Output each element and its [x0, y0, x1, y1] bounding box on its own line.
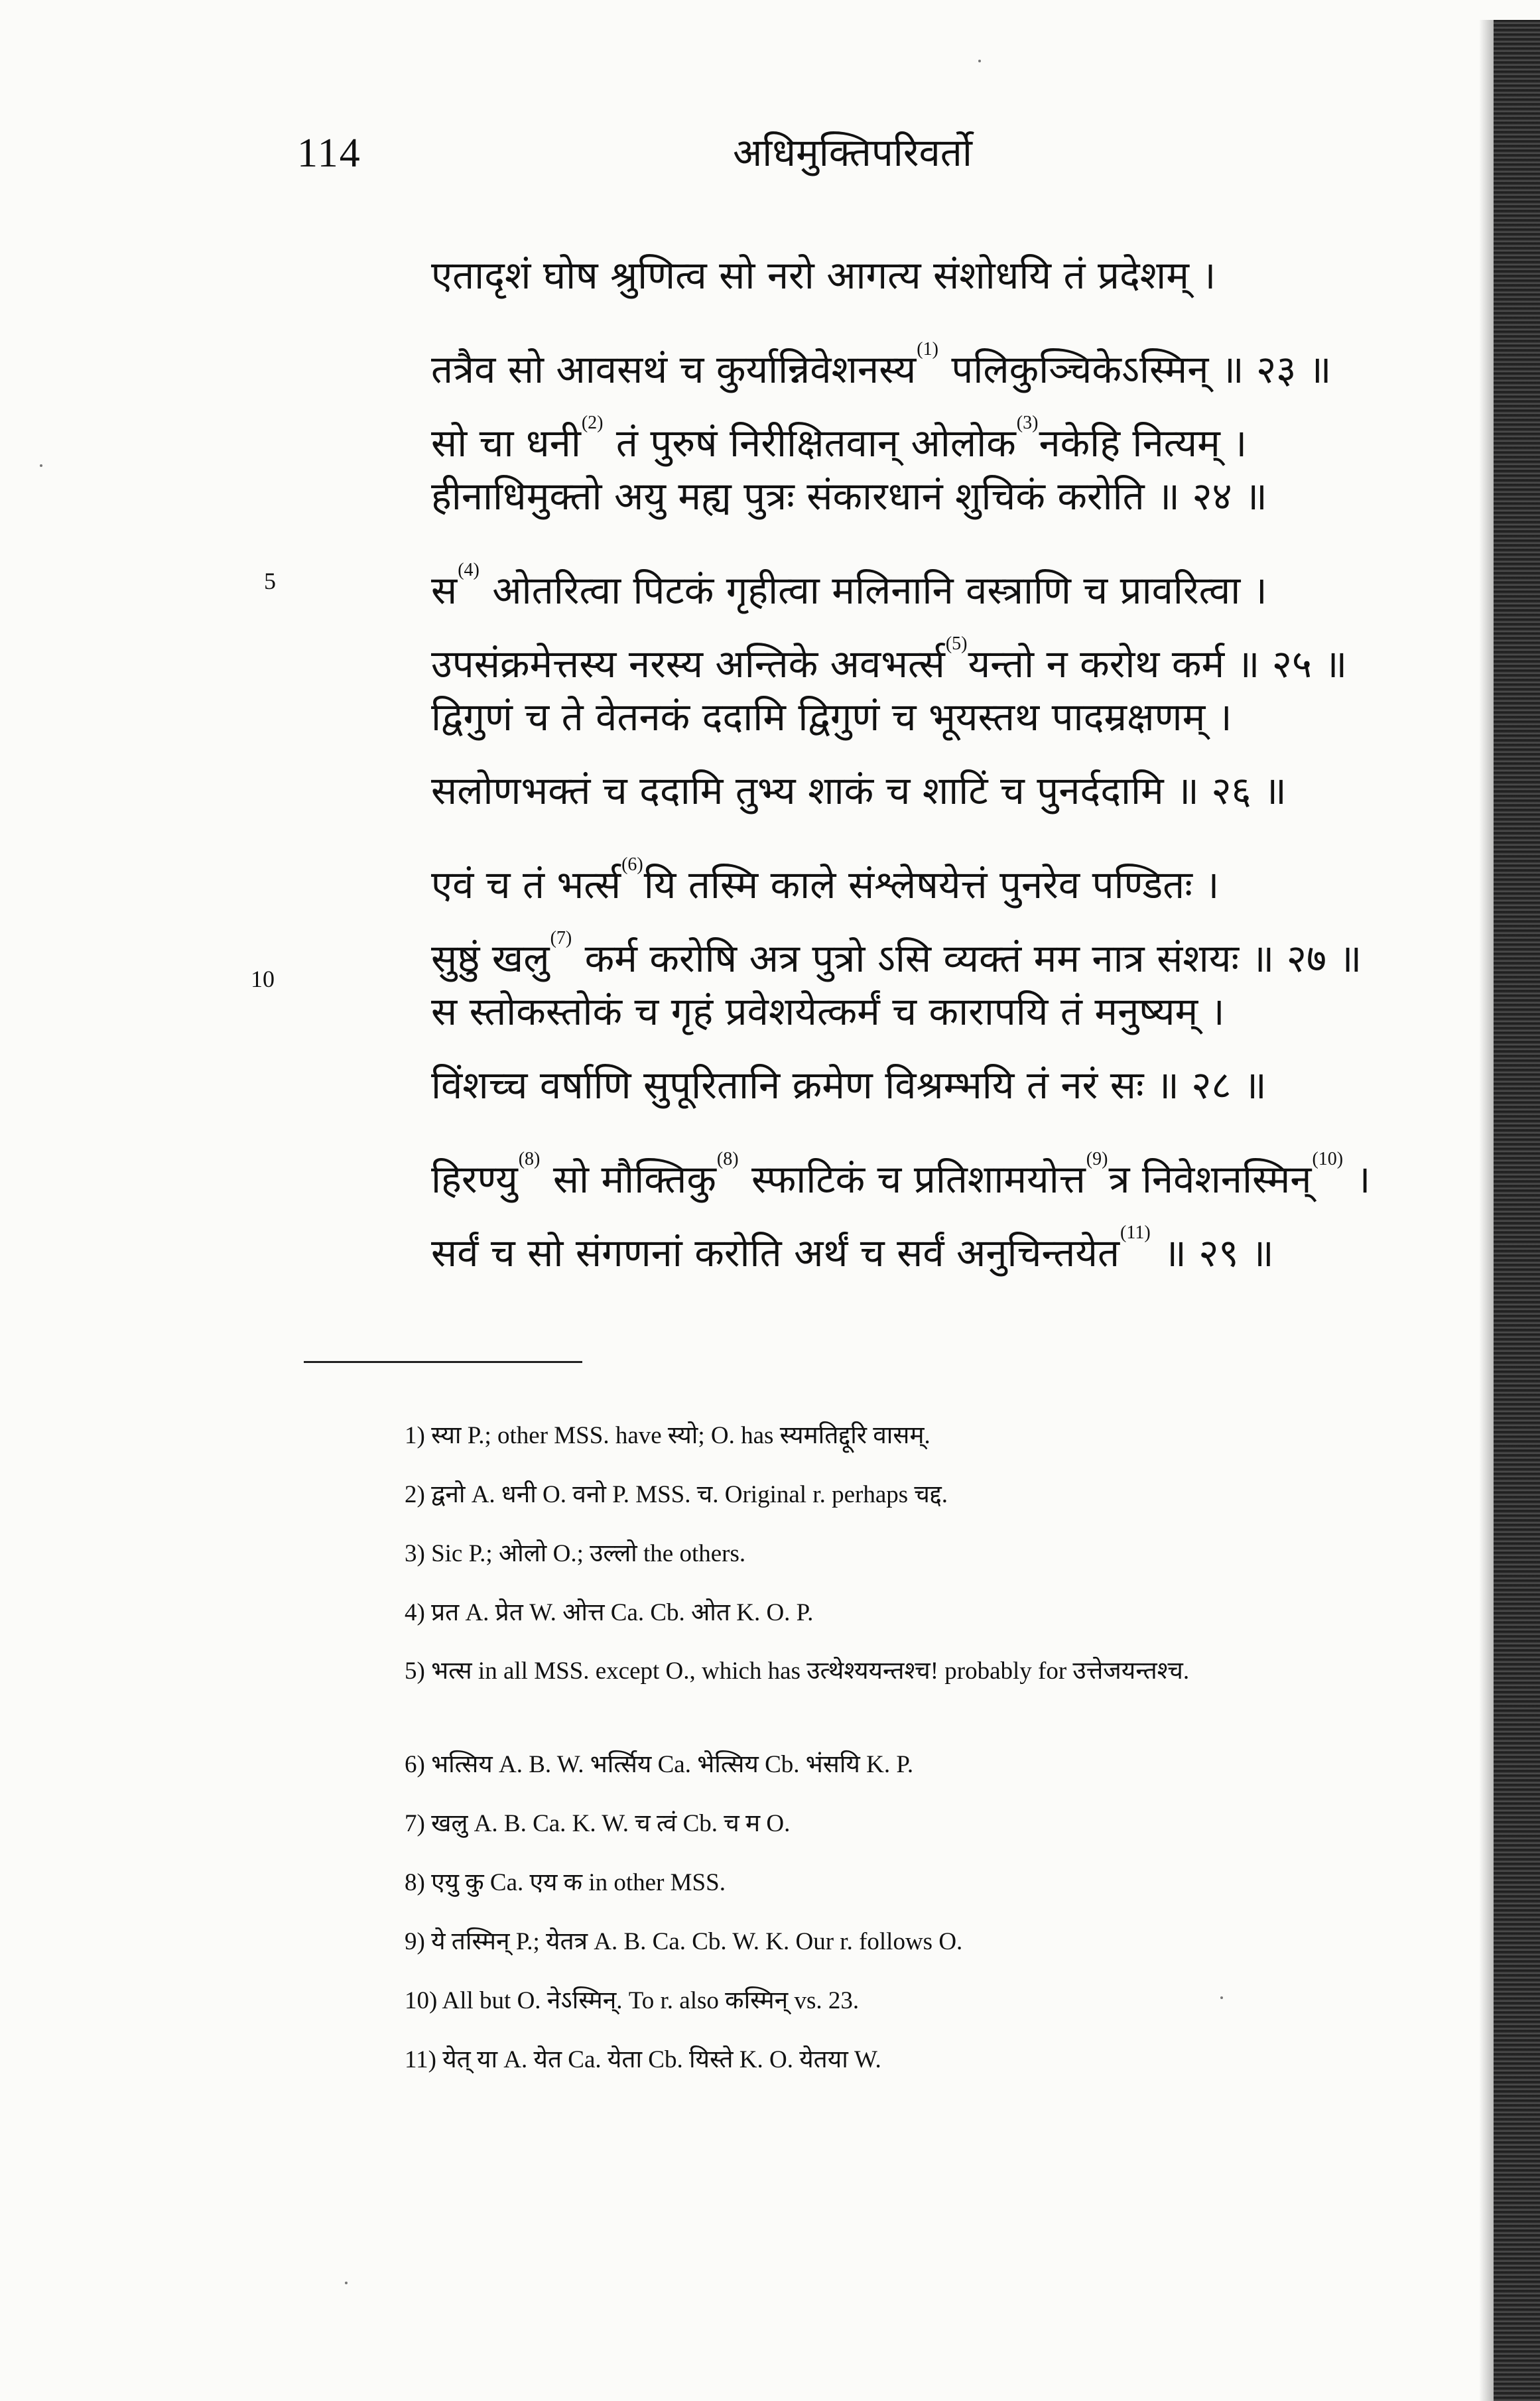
- verse-text: यन्तो न करोथ कर्म ॥ २५ ॥: [968, 641, 1348, 686]
- verse-text: उपसंक्रमेत्तस्य नरस्य अन्तिके अवभर्त्स: [431, 641, 945, 686]
- footnote: 1) स्या P.; other MSS. have स्यो; O. has स्यमतिद्दूरि वासम्.: [405, 1422, 930, 1449]
- footnote-marker: (4): [458, 560, 480, 580]
- margin-line-number: 5: [264, 568, 276, 594]
- verse-line: [431, 312, 1360, 392]
- verse-text: विंशच्च वर्षाणि सुपूरितानि क्रमेण विश्रम्भयि तं नरं सः ॥ २८ ॥: [431, 1063, 1267, 1108]
- paper-speck: [345, 2282, 348, 2284]
- verse-text: सलोणभक्तं च ददामि तुभ्य शाकं च शाटिं च पुनर्ददामि ॥ २६ ॥: [431, 768, 1287, 813]
- verse-text: ओतरित्वा पिटकं गृहीत्वा मलिनानि वस्त्राणि च प्रावरित्वा ।: [480, 568, 1267, 613]
- footnote-marker: (6): [621, 854, 643, 875]
- footnote-marker: (5): [945, 633, 968, 654]
- footnote: 6) भत्सिय A. B. W. भर्त्सिय Ca. भेत्सिय Cb. भंसयि K. P.: [405, 1751, 914, 1778]
- footnote-marker: (11): [1120, 1222, 1151, 1243]
- margin-line-number: 10: [251, 966, 275, 992]
- verse-text: तं पुरुषं निरीक्षितवान् ओलोक: [604, 421, 1016, 466]
- footnote: 4) प्रत A. प्रेत W. ओत्त Ca. Cb. ओत K. O. P.: [405, 1599, 814, 1626]
- verse-text: सो मौक्तिकु: [541, 1157, 716, 1202]
- verse-line: [431, 386, 1360, 466]
- footnote-marker: (1): [917, 339, 938, 359]
- verse-text: सर्वं च सो संगणनां करोति अर्थं च सर्वं अनुचिन्तयेत: [431, 1230, 1120, 1275]
- verse-text-block: [431, 239, 1371, 1275]
- verse-text: द्विगुणं च ते वेतनकं ददामि द्विगुणं च भूयस्तथ पादम्रक्षणम् ।: [431, 694, 1232, 740]
- verse-line: [431, 533, 1360, 613]
- verse-text: यि तस्मि काले संश्लेषयेत्तं पुनरेव पण्डितः ।: [643, 862, 1220, 907]
- footnote: 5) भत्स in all MSS. except O., which has उत्थेश्ययन्तश्च! probably for उत्तेजयन्तश्च.: [405, 1657, 1190, 1685]
- verse-text: पलिकुञ्चिकेऽस्मिन् ॥ २३ ॥: [938, 347, 1332, 392]
- footnote-marker: (7): [550, 928, 572, 948]
- paper-speck: [40, 464, 42, 467]
- verse-line: [431, 828, 1360, 907]
- verse-line: [431, 681, 1360, 754]
- footnotes-block: [298, 1406, 1439, 2089]
- footnote: 11) येत् या A. येत Ca. येता Cb. यिस्ते K. O. येतया W.: [405, 2046, 881, 2073]
- verse-text: त्र निवेशनस्मिन्: [1108, 1157, 1312, 1202]
- verse-text: ।: [1344, 1157, 1371, 1202]
- footnote-marker: (3): [1016, 413, 1039, 433]
- verse-text: तत्रैव सो आवसथं च कुर्यान्निवेशनस्य: [431, 347, 917, 392]
- verse-text: ॥ २९ ॥: [1151, 1230, 1274, 1275]
- footnote: 8) एयु कु Ca. एय क in other MSS.: [405, 1869, 726, 1896]
- verse-text: एतादृशं घोष श्रुणित्व सो नरो आगत्य संशोधयि तं प्रदेशम् ।: [431, 253, 1216, 298]
- footnote: 7) खलु A. B. Ca. K. W. च त्वं Cb. च म O.: [405, 1810, 791, 1837]
- verse-text: एवं च तं भर्त्स: [431, 862, 621, 907]
- running-title: अधिमुक्तिपरिवर्तो: [733, 130, 972, 175]
- verse-text: स: [431, 568, 458, 613]
- verse-text: हिरण्यु: [431, 1157, 518, 1202]
- footnote: 3) Sic P.; ओलो O.; उल्लो the others.: [405, 1540, 746, 1567]
- footnote-marker: (8): [518, 1149, 541, 1169]
- footnote-marker: (8): [716, 1149, 739, 1169]
- verse-line: [431, 1196, 1360, 1275]
- verse-text: स्फाटिकं च प्रतिशामयोत्त: [739, 1157, 1086, 1202]
- verse-text: स स्तोकस्तोकं च गृहं प्रवेशयेत्कर्मं च कारापयि तं मनुष्यम् ।: [431, 989, 1225, 1034]
- footnote-marker: (10): [1312, 1149, 1344, 1169]
- verse-text: हीनाधिमुक्तो अयु मह्य पुत्रः संकारधानं शुचिकं करोति ॥ २४ ॥: [431, 474, 1267, 519]
- footnote: 2) द्वनो A. धनी O. वनो P. MSS. च. Original r. perhaps चद्द.: [405, 1481, 948, 1508]
- footnote: 9) ये तस्मिन् P.; येतत्र A. B. Ca. Cb. W. K. Our r. follows O.: [405, 1928, 963, 1955]
- verse-text: सुष्ठुं खलु: [431, 936, 550, 981]
- verse-line: [431, 239, 1360, 312]
- verse-text: नकेहि नित्यम् ।: [1039, 421, 1248, 466]
- footnote-marker: (9): [1086, 1149, 1108, 1169]
- verse-line: [431, 607, 1360, 686]
- verse-line: [431, 460, 1360, 533]
- footnote-rule: [304, 1361, 582, 1363]
- footnote-marker: (2): [581, 413, 604, 433]
- verse-line: [431, 1122, 1371, 1202]
- verse-line: [431, 901, 1362, 981]
- paper-speck: [1220, 1996, 1223, 1999]
- verse-line: [431, 975, 1360, 1049]
- footnote: 10) All but O. नेऽस्मिन्. To r. also कस्मिन् vs. 23.: [405, 1987, 860, 2014]
- page-edge-shadow: [1494, 20, 1540, 2401]
- verse-line: [431, 1049, 1360, 1122]
- verse-text: कर्म करोषि अत्र पुत्रो ऽसि व्यक्तं मम नात्र संशयः ॥ २७ ॥: [572, 936, 1362, 981]
- verse-text: सो चा धनी: [431, 421, 581, 466]
- page-number: 114: [297, 131, 361, 176]
- paper-speck: [978, 60, 981, 62]
- verse-line: [431, 754, 1360, 828]
